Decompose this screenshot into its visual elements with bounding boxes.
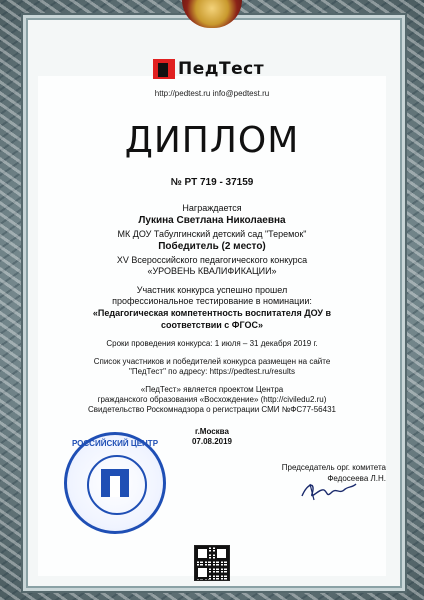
qr-code-icon — [194, 545, 230, 581]
recipient-name: Лукина Светлана Николаевна — [138, 215, 286, 226]
list-line-2: "ПедТест" по адресу: https://pedtest.ru/results — [129, 367, 295, 376]
nomination-line-1: «Педагогическая компетентность воспитателя ДОУ в — [92, 308, 332, 318]
city: г.Москва — [195, 427, 229, 436]
seal-text: РОССИЙСКИЙ ЦЕНТР — [71, 439, 159, 448]
project-line-3: Свидетельство Роскомнадзора о регистрации СМИ №ФС77-56431 — [88, 405, 336, 414]
qr-corner-icon — [196, 547, 209, 560]
signer-title: Председатель орг. комитета — [281, 463, 386, 472]
date: 07.08.2019 — [191, 437, 233, 446]
pedtest-logo-icon — [153, 59, 175, 79]
project-line-2: гражданского образования «Восхождение» (http://civiledu2.ru) — [97, 395, 327, 404]
seal-stamp — [64, 432, 166, 534]
contacts: http://pedtest.ru info@pedtest.ru — [154, 89, 270, 98]
nomination-line-2: соответствии с ФГОС» — [161, 320, 263, 330]
text-line-1: Участник конкурса успешно прошел — [136, 285, 288, 295]
project-line-1: «ПедТест» является проектом Центра — [140, 385, 284, 394]
signature-icon — [298, 478, 358, 502]
contest-line-2: «УРОВЕНЬ КВАЛИФИКАЦИИ» — [147, 266, 277, 276]
place: Победитель (2 место) — [158, 241, 266, 252]
seal-logo-icon — [101, 469, 129, 497]
logo-text: ПедТест — [178, 59, 265, 79]
document-title: ДИПЛОМ — [124, 120, 300, 161]
qr-corner-icon — [196, 566, 209, 579]
awarded-label: Награждается — [182, 203, 242, 213]
contest-line-1: XV Всероссийского педагогического конкурса — [116, 255, 308, 265]
list-line-1: Список участников и победителей конкурса размещен на сайте — [93, 357, 331, 366]
document-number: № РТ 719 - 37159 — [170, 177, 254, 188]
pedtest-logo — [153, 58, 273, 80]
signer-name: Федосеева Л.Н. — [327, 474, 386, 483]
qr-corner-icon — [215, 547, 228, 560]
text-line-2: профессиональное тестирование в номинации: — [112, 296, 312, 306]
organization: МК ДОУ Табулгинский детский сад "Теремок" — [117, 229, 307, 239]
dates: Сроки проведения конкурса: 1 июля – 31 декабря 2019 г. — [106, 339, 318, 348]
